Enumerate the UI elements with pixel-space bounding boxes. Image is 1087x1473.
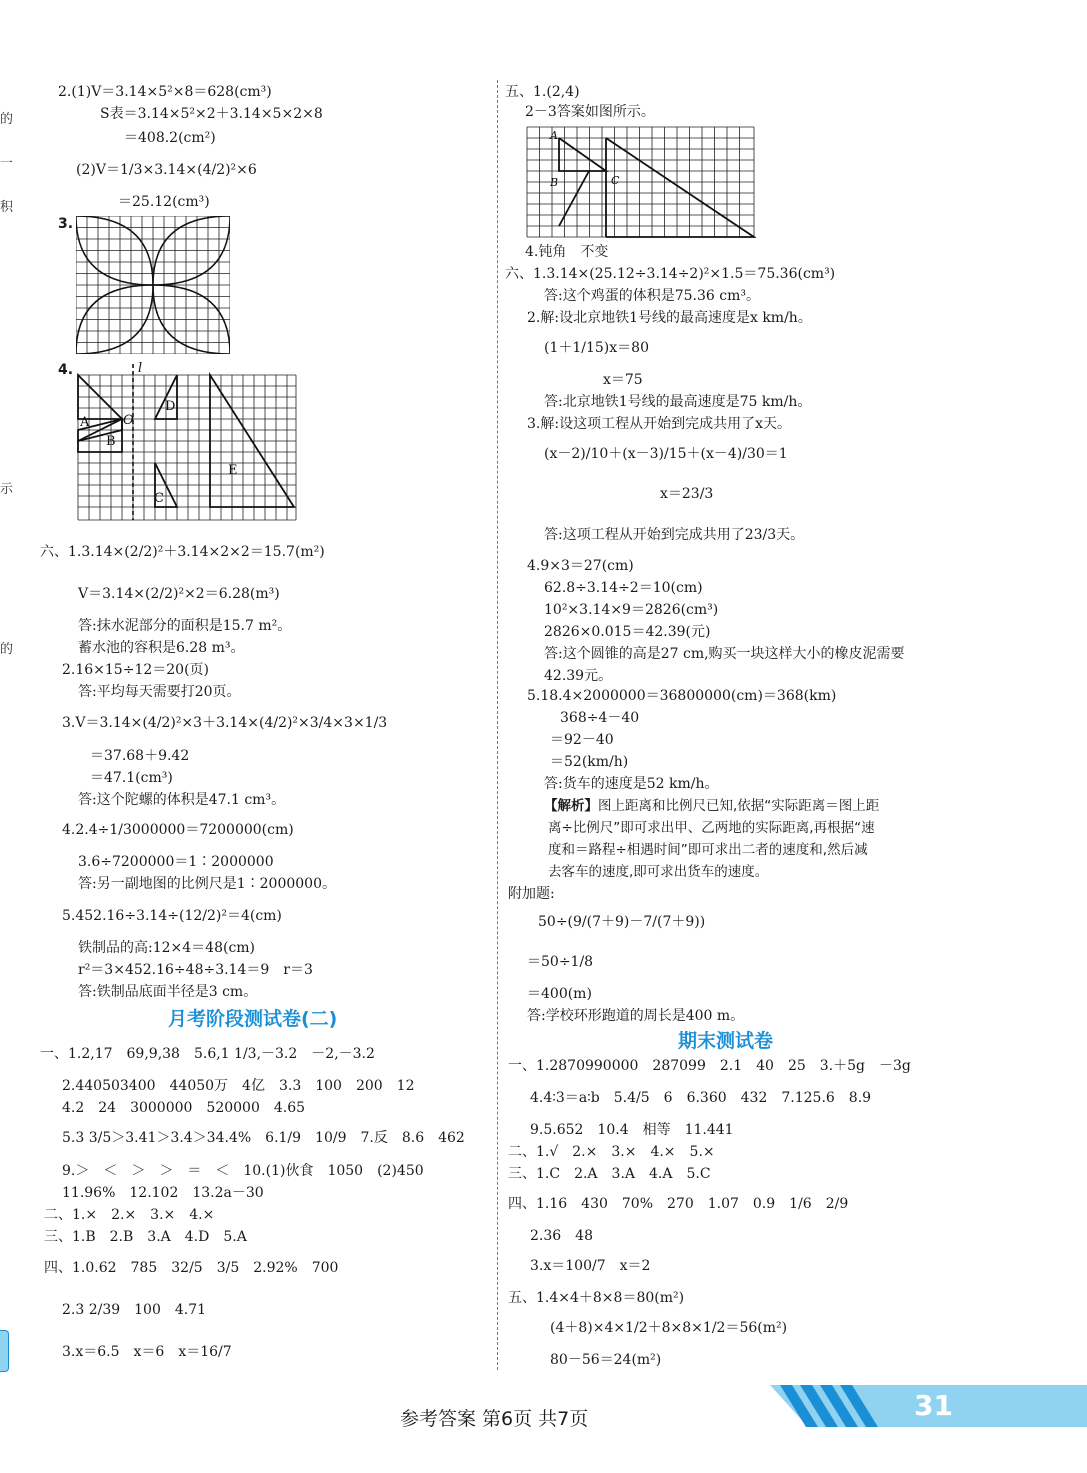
page-number: 31 [914,1389,953,1422]
answer-line: 368÷4－40 [560,710,640,726]
answer-line: 3.解:设这项工程从开始到完成共用了x天。 [527,416,791,432]
answer-line: 答:这个圆锥的高是27 cm,购买一块这样大小的橡皮泥需要 [544,646,905,662]
answer-line: 答:北京地铁1号线的最高速度是75 km/h。 [544,394,812,410]
answer-line: 答:这个陀螺的体积是47.1 cm³。 [78,792,286,808]
answer-line: 4.4∶3＝a∶b 5.4/5 6 6.360 432 7.125.6 8.9 [530,1090,872,1106]
answer-line: 4.2 24 3000000 520000 4.65 [62,1100,306,1116]
answer-line: 42.39元。 [544,668,613,684]
answer-line: x＝75 [603,372,643,388]
question-number: 3. [58,216,74,232]
answer-line: 二、1.× 2.× 3.× 4.× [44,1207,215,1223]
analysis-line: 去客车的速度,即可求出货车的速度。 [548,864,769,880]
answer-line: 2.(1)V＝3.14×5²×8＝628(cm³) [58,84,272,100]
answer-line: 答:这项工程从开始到完成共用了23/3天。 [544,527,805,543]
answer-line: 六、1.3.14×(2/2)²＋3.14×2×2＝15.7(m²) [40,544,325,560]
analysis-text: 图上距离和比例尺已知,依据“实际距离＝图上距 [598,798,880,814]
answer-line: 3.x＝6.5 x＝6 x＝16/7 [62,1344,232,1360]
answer-line: 答:货车的速度是52 km/h。 [544,776,719,792]
answer-line: 9.＞ ＜ ＞ ＞ ＝ ＜ 10.(1)伙食 1050 (2)450 [62,1163,424,1179]
answer-line: 六、1.3.14×(25.12÷3.14÷2)²×1.5＝75.36(cm³) [505,266,836,282]
answer-line: 10²×3.14×9＝2826(cm³) [544,602,719,618]
analysis-label: 【解析】 [544,798,598,814]
margin-text: 的 [0,642,14,657]
figure-label: B [106,434,116,449]
answer-line: 四、1.16 430 70% 270 1.07 0.9 1/6 2/9 [508,1196,849,1212]
figure-label: E [228,463,238,478]
answer-line: 9.5.652 10.4 相等 11.441 [530,1122,734,1138]
answer-line: ＝52(km/h) [550,754,629,770]
transformation-figure [76,360,298,524]
figure-label: A [80,415,90,430]
answer-line: 五、1.4×4＋8×8＝80(m²) [508,1290,685,1306]
margin-text: 积 [0,200,14,215]
answer-line: ＝47.1(cm³) [90,770,173,786]
margin-text: 的 [0,112,14,127]
answer-line: 4.2.4÷1/3000000＝7200000(cm) [62,822,294,838]
answer-line: S表＝3.14×5²×2＋3.14×5×2×8 [100,106,323,122]
answer-line: 2.解:设北京地铁1号线的最高速度是x km/h。 [527,310,812,326]
analysis-line: 离÷比例尺”即可求出甲、乙两地的实际距离,再根据“速 [548,820,875,836]
answer-line: 铁制品的高:12×4＝48(cm) [78,940,256,956]
answer-line: 五、1.(2,4) [505,84,580,100]
answer-line: 5.3 3/5＞3.41＞3.4＞34.4% 6.1/9 10/9 7.反 8.6 462 [62,1130,465,1146]
answer-line: 答:平均每天需要打20页。 [78,684,241,700]
answer-line: 4.9×3＝27(cm) [527,558,634,574]
answer-line: 蓄水池的容积是6.28 m³。 [78,640,245,656]
answer-line: 答:这个鸡蛋的体积是75.36 cm³。 [544,288,760,304]
grid-figure [526,126,756,238]
analysis-line [544,796,879,816]
answer-line: x＝23/3 [660,486,714,502]
answer-line: 50÷(9/(7＋9)－7/(7＋9)) [538,914,706,930]
margin-text: 一 [0,156,14,171]
grid-label: A [550,129,558,142]
figure-label: D [165,399,176,414]
answer-line: 三、1.C 2.A 3.A 4.A 5.C [508,1166,711,1182]
margin-text: 示 [0,482,14,497]
cut-badge [0,1330,9,1372]
answer-line: 80－56＝24(m²) [550,1352,662,1368]
answer-line: ＝50÷1/8 [527,954,594,970]
answer-line: 二、1.√ 2.× 3.× 4.× 5.× [508,1144,715,1160]
answer-line: 一、1.2,17 69,9,38 5.6,1 1/3,－3.2 －2,－3.2 [40,1046,375,1062]
answer-line: 2.16×15÷12＝20(页) [62,662,209,678]
section-heading: 月考阶段测试卷(二) [168,1008,338,1030]
answer-line: 5.452.16÷3.14÷(12/2)²＝4(cm) [62,908,282,924]
answer-line: r²＝3×452.16÷48÷3.14＝9 r＝3 [78,962,313,978]
answer-line: 11.96% 12.102 13.2a－30 [62,1185,264,1201]
answer-line: ＝400(m) [527,986,592,1002]
answer-line: V＝3.14×(2/2)²×2＝6.28(m³) [78,586,280,602]
section-heading: 期末测试卷 [678,1030,774,1052]
answer-line: 三、1.B 2.B 3.A 4.D 5.A [44,1229,247,1245]
analysis-line: 度和＝路程÷相遇时间”即可求出二者的速度和,然后减 [548,842,868,858]
answer-line: ＝92－40 [550,732,614,748]
answer-line: 4.钝角 不变 [525,244,609,260]
answer-line: ＝25.12(cm³) [118,194,210,210]
answer-line: (x－2)/10＋(x－3)/15＋(x－4)/30＝1 [544,446,788,462]
answer-line: 2.440503400 44050万 4亿 3.3 100 200 12 [62,1078,415,1094]
answer-line: 3.x＝100/7 x＝2 [530,1258,651,1274]
answer-line: 62.8÷3.14÷2＝10(cm) [544,580,703,596]
answer-line: ＝37.68＋9.42 [90,748,190,764]
answer-line: (2)V＝1/3×3.14×(4/2)²×6 [76,162,257,178]
answer-line: 答:抹水泥部分的面积是15.7 m²。 [78,618,292,634]
butterfly-figure [76,216,230,354]
answer-line: (4＋8)×4×1/2＋8×8×1/2＝56(m²) [550,1320,788,1336]
answer-line: 答:学校环形跑道的周长是400 m。 [527,1008,745,1024]
question-number: 4. [58,362,74,378]
answer-line: 3.V＝3.14×(4/2)²×3＋3.14×(4/2)²×3/4×3×1/3 [62,715,388,731]
answer-line: 2.3 2/39 100 4.71 [62,1302,207,1318]
answer-line: (1＋1/15)x＝80 [544,340,649,356]
grid-label: C [611,174,620,187]
answer-line: 答:另一副地图的比例尺是1∶2000000。 [78,876,336,892]
answer-line: 2.36 48 [530,1228,593,1244]
figure-label: l [138,361,143,376]
answer-line: 答:铁制品底面半径是3 cm。 [78,984,258,1000]
answer-line: ＝408.2(cm²) [124,130,216,146]
answer-line: 附加题: [508,886,555,902]
answer-line: 2826×0.015＝42.39(元) [544,624,711,640]
grid-label: B [550,176,559,189]
answer-line: 2－3答案如图所示。 [525,104,655,120]
answer-line: 一、1.2870990000 287099 2.1 40 25 3.＋5g －3g [508,1058,911,1074]
page-footer: 参考答案 第6页 共7页 [400,1408,589,1430]
figure-label: C [154,491,164,506]
answer-line: 四、1.0.62 785 32/5 3/5 2.92% 700 [44,1260,339,1276]
answer-line: 5.18.4×2000000＝36800000(cm)＝368(km) [527,688,837,704]
column-divider [497,80,498,1370]
answer-line: 3.6÷7200000＝1∶2000000 [78,854,274,870]
figure-label: O [123,413,134,428]
